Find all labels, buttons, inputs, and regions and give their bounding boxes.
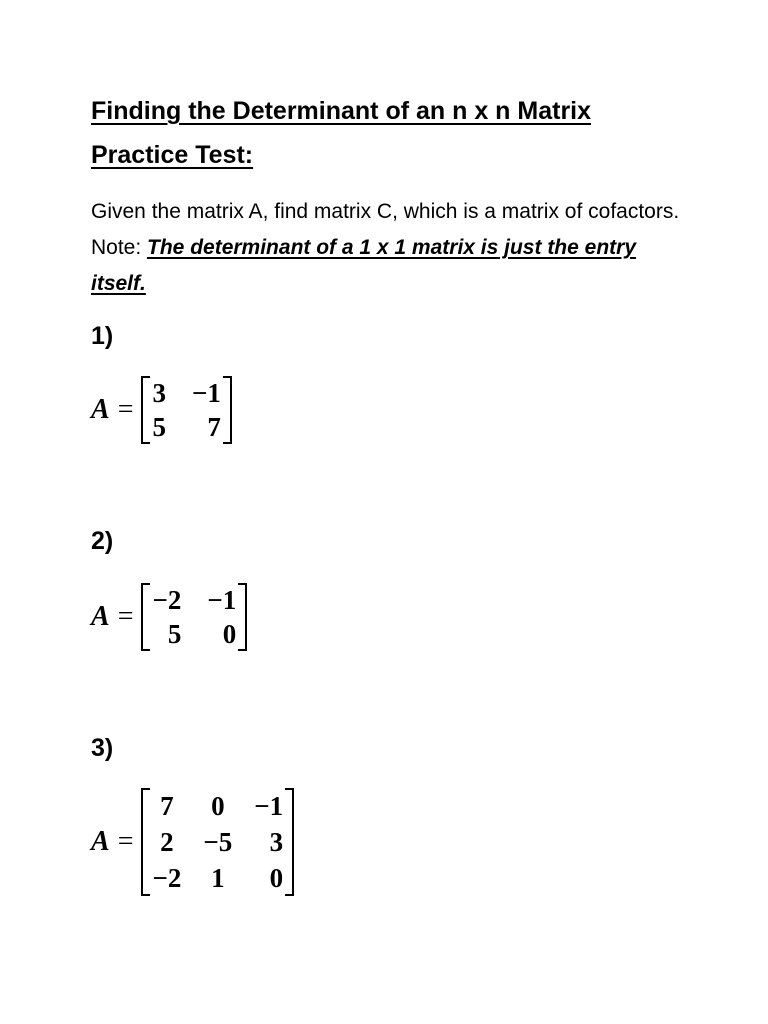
right-bracket — [238, 583, 247, 651]
matrix-entry: 0 — [269, 863, 284, 893]
matrix-entry: 3 — [269, 827, 284, 857]
matrix-entries — [150, 376, 222, 444]
matrix-entry: 2 — [160, 827, 174, 857]
matrix-variable: A — [91, 601, 110, 632]
matrix-entry: −1 — [191, 378, 221, 408]
left-bracket — [141, 583, 150, 651]
matrix-entry: 0 — [211, 791, 225, 821]
problem-2-number: 2) — [91, 527, 114, 555]
document-title-line-1: Finding the Determinant of an n x n Matrix — [91, 97, 592, 125]
matrix-entry: −1 — [207, 585, 237, 615]
matrix-entry: 7 — [207, 412, 221, 442]
matrix-variable: A — [91, 394, 110, 425]
matrix-entry: 5 — [167, 619, 182, 649]
matrix-variable: A — [91, 826, 110, 857]
left-bracket — [141, 788, 150, 896]
problem-1-number: 1) — [91, 322, 114, 350]
problem-1-equation — [91, 376, 232, 444]
right-bracket — [223, 376, 232, 444]
right-bracket — [285, 788, 294, 896]
matrix-entry: −2 — [152, 585, 182, 615]
matrix-entry: 0 — [222, 619, 237, 649]
equals-sign: = — [117, 826, 134, 857]
problem-3-number: 3) — [91, 734, 114, 762]
matrix-entry: −1 — [254, 791, 284, 821]
matrix-entry: 3 — [152, 378, 166, 408]
matrix-entry: 1 — [211, 863, 225, 893]
matrix-entry: 7 — [160, 791, 174, 821]
left-bracket — [141, 376, 150, 444]
document-title-line-2: Practice Test: — [91, 141, 254, 169]
problem-2-equation — [91, 583, 247, 651]
equals-sign: = — [117, 394, 134, 425]
problem-3-equation — [91, 788, 294, 896]
instructions-note-emphasis: The determinant of a 1 x 1 matrix is just the entry itself. — [91, 236, 636, 295]
matrix-entry: −2 — [152, 863, 182, 893]
equals-sign: = — [117, 601, 134, 632]
matrix-entry: −5 — [203, 827, 233, 857]
matrix-entry: 5 — [152, 412, 166, 442]
matrix-entries — [150, 583, 238, 651]
instructions-text: Given the matrix A, find matrix C, which is a matrix of cofactors. Note: — [91, 200, 680, 259]
matrix-entries — [150, 788, 285, 896]
instructions-paragraph — [91, 194, 691, 302]
